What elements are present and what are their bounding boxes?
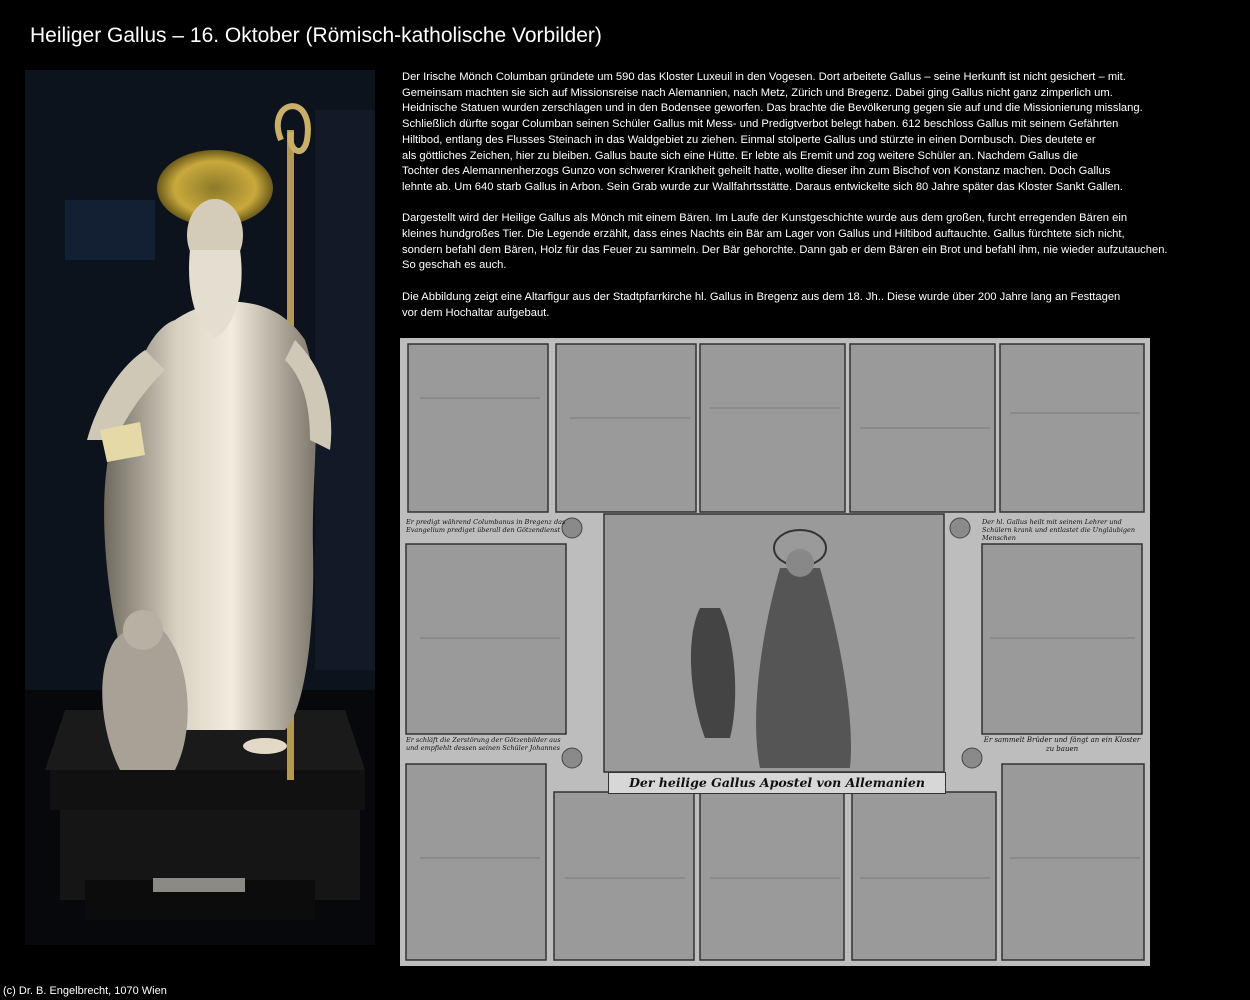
text-line: So geschah es auch. — [402, 259, 507, 272]
text-line: Gemeinsam machten sie sich auf Missionsreise nach Alemannien, nach Metz, Zürich und Bregenz. Dabei ging Gallus nicht ganz zimperlich um. — [402, 86, 1113, 99]
paragraph-image-info — [402, 290, 1232, 321]
copyright-notice: (c) Dr. B. Engelbrecht, 1070 Wien — [3, 985, 167, 997]
text-line: kleines hundgroßes Tier. Die Legende erzählt, dass eines Nachts ein Bär am Lager von Gallus und Hiltibod auftauchte. Gallus fürchtete sich nicht, — [402, 228, 1125, 241]
paragraph-origin — [402, 70, 1232, 196]
engraving-caption-right-top: Der hl. Gallus heilt mit seinem Lehrer und Schülern krank und entlastet die Ungläubigen Menschen — [982, 518, 1136, 542]
statue-photo — [25, 70, 375, 945]
statue-illustration — [25, 70, 375, 945]
text-line: Der Irische Mönch Columban gründete um 590 das Kloster Luxeuil in den Vogesen. Dort arbeitete Gallus – seine Herkunft ist nicht gesichert – mit. — [402, 71, 1126, 83]
text-line: Tochter des Alemannenherzogs Gunzo von schwerer Krankheit geheilt hatte, wollte dieser ihn zum Bischof von Konstanz machen. Doch Gallus — [402, 165, 1111, 178]
text-line: Heidnische Statuen wurden zerschlagen und in den Bodensee geworfen. Das brachte die Bevölkerung gegen sie auf und die Missionierung misslang. — [402, 102, 1143, 115]
engraving-caption-left-middle: Er schläft die Zerstörung der Götzenbilder aus und empfiehlt dessen seinen Schüler Johannes — [406, 736, 561, 752]
text-line: Dargestellt wird der Heilige Gallus als Mönch mit einem Bären. Im Laufe der Kunstgeschichte wurde aus dem großen, furcht erregenden Bären ein — [402, 212, 1128, 225]
text-line: Schließlich dürfte sogar Columban seinen Schüler Gallus mit Mess- und Predigtverbot belegt haben. 612 beschloss Gallus mit seinem Gefährten — [402, 118, 1119, 131]
engraving-image — [400, 338, 1150, 966]
engraving-central-caption: Der heilige Gallus Apostel von Allemanien — [608, 772, 946, 794]
article-text — [402, 70, 1232, 337]
page-title: Heiliger Gallus – 16. Oktober (Römisch-katholische Vorbilder) — [30, 24, 602, 47]
text-line: vor dem Hochaltar aufgebaut. — [402, 306, 550, 319]
paragraph-depiction — [402, 211, 1232, 274]
text-line: sondern befahl dem Bären, Holz für das Feuer zu sammeln. Der Bär gehorchte. Dann gab er dem Bären ein Brot und befahl ihm, nie wieder aufzutauchen. — [402, 243, 1168, 256]
engraving-caption-right-middle: Er sammelt Brüder und fängt an ein Kloster zu bauen — [983, 736, 1141, 753]
text-line: Hiltibod, entlang des Flusses Steinach in das Waldgebiet zu ziehen. Einmal stolperte Gallus und stürzte in einen Dornbusch. Dies deutete er — [402, 133, 1096, 146]
engraving-illustration — [400, 338, 1150, 966]
text-line: Die Abbildung zeigt eine Altarfigur aus der Stadtpfarrkirche hl. Gallus in Bregenz aus dem 18. Jh.. Diese wurde über 200 Jahre lang an Festtagen — [402, 290, 1121, 303]
engraving-caption-left-top: Er predigt während Columbanus in Bregenz das Evangelium prediget überall den Götzendienst — [406, 518, 566, 534]
text-line: als göttliches Zeichen, hier zu bleiben. Gallus baute sich eine Hütte. Er lebte als Eremit und zog weitere Schüler an. Nachdem Gallus die — [402, 149, 1078, 162]
text-line: lehnte ab. Um 640 starb Gallus in Arbon. Sein Grab wurde zur Wallfahrtsstätte. Daraus entwickelte sich 80 Jahre später das Kloster Sankt Gallen. — [402, 180, 1123, 193]
